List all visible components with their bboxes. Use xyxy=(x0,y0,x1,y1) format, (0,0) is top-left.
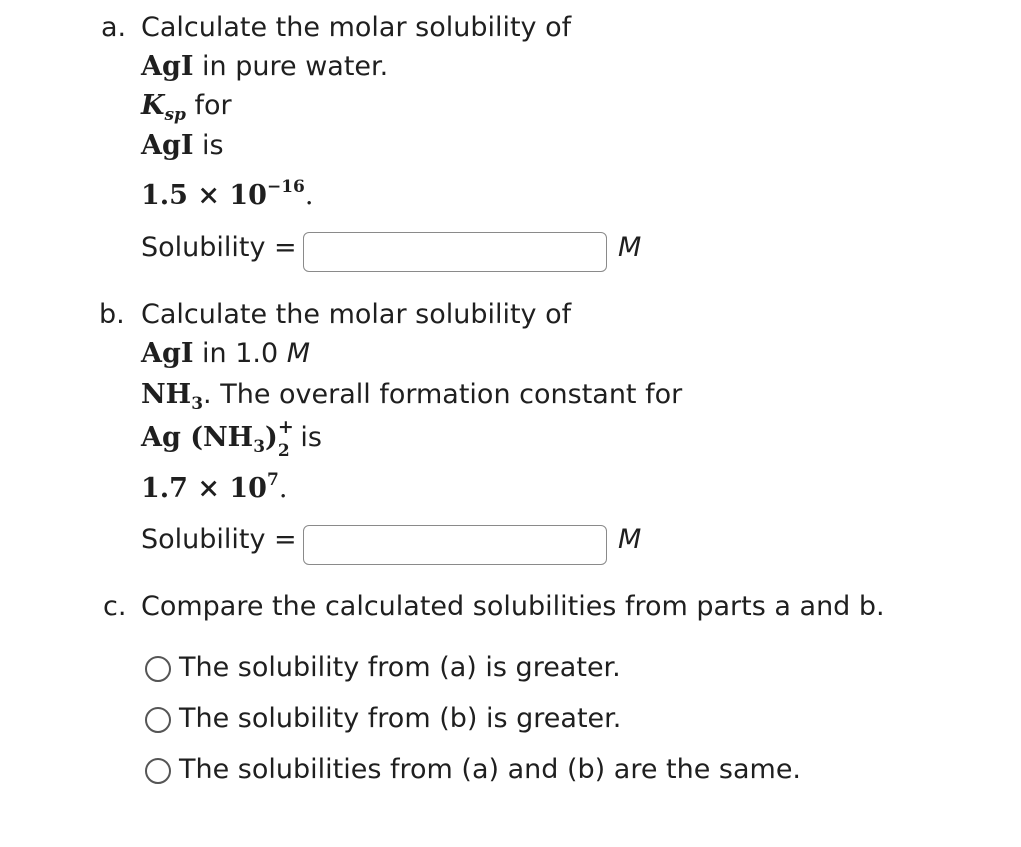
part-a-solubility-label: Solubility = xyxy=(141,232,297,263)
agi-formula-2: AgI xyxy=(141,130,194,161)
part-a-marker: a. xyxy=(101,12,127,43)
part-b-question: Calculate the molar solubility of xyxy=(141,299,572,330)
option-label: The solubilities from (a) and (b) are the same. xyxy=(179,754,802,785)
radio-circle-icon[interactable] xyxy=(145,758,171,784)
ksp-subscript: sp xyxy=(164,105,186,125)
option-a-greater[interactable] xyxy=(145,651,621,685)
complex-charge-superscript: + xyxy=(277,416,294,438)
option-same[interactable] xyxy=(145,753,801,787)
complex-nh3-subscript: 3 xyxy=(253,437,266,457)
part-b-solubility-input[interactable] xyxy=(303,525,607,565)
ksp-symbol: K xyxy=(141,90,165,121)
agi-formula-b: AgI xyxy=(141,338,194,369)
part-b-complex-line xyxy=(141,416,322,464)
complex-sub-sup-group xyxy=(277,416,294,461)
kf-value-exponent: 7 xyxy=(266,470,279,490)
nh3-base: NH xyxy=(141,379,192,410)
kf-value-base: 1.7 × 10 xyxy=(141,473,267,504)
ksp-value-period: . xyxy=(304,180,314,211)
conc-unit: M xyxy=(286,338,311,369)
part-c-question: Compare the calculated solubilities from parts a and b. xyxy=(141,591,885,622)
part-a-ksp-line xyxy=(141,89,232,132)
kf-value xyxy=(141,463,287,506)
complex-formula xyxy=(141,416,294,461)
complex-base: Ag (NH xyxy=(141,422,254,453)
pure-water-text: in pure water. xyxy=(193,51,389,82)
in-conc-text: in 1.0 xyxy=(193,338,287,369)
formation-constant-text: . The overall formation constant for xyxy=(203,379,683,410)
radio-circle-icon[interactable] xyxy=(145,707,171,733)
ksp-value-base: 1.5 × 10 xyxy=(141,180,267,211)
option-label: The solubility from (b) is greater. xyxy=(179,703,622,734)
ksp-for-text: for xyxy=(185,90,232,121)
part-a-line4 xyxy=(141,129,224,163)
is-text: is xyxy=(193,130,224,161)
kf-value-period: . xyxy=(278,473,288,504)
ksp-value-exponent: −16 xyxy=(266,177,305,197)
part-a-unit: M xyxy=(618,232,642,263)
option-label: The solubility from (a) is greater. xyxy=(179,652,621,683)
is-text-b: is xyxy=(291,422,322,453)
part-b-line3 xyxy=(141,378,682,421)
agi-formula: AgI xyxy=(141,51,194,82)
radio-circle-icon[interactable] xyxy=(145,656,171,682)
part-b-solubility-label: Solubility = xyxy=(141,524,297,555)
part-a-question: Calculate the molar solubility of xyxy=(141,12,572,43)
ksp-value xyxy=(141,170,313,213)
nh3-formula xyxy=(141,379,204,414)
part-b-marker: b. xyxy=(99,299,125,330)
part-a-solubility-input[interactable] xyxy=(303,232,607,272)
part-b-unit: M xyxy=(618,524,642,555)
part-c-marker: c. xyxy=(103,591,127,622)
option-b-greater[interactable] xyxy=(145,702,621,736)
part-a-line2 xyxy=(141,50,388,84)
nh3-subscript: 3 xyxy=(191,394,204,414)
part-b-line2 xyxy=(141,337,310,371)
complex-count-subscript: 2 xyxy=(277,441,290,461)
complex-close-paren: ) xyxy=(265,422,278,453)
